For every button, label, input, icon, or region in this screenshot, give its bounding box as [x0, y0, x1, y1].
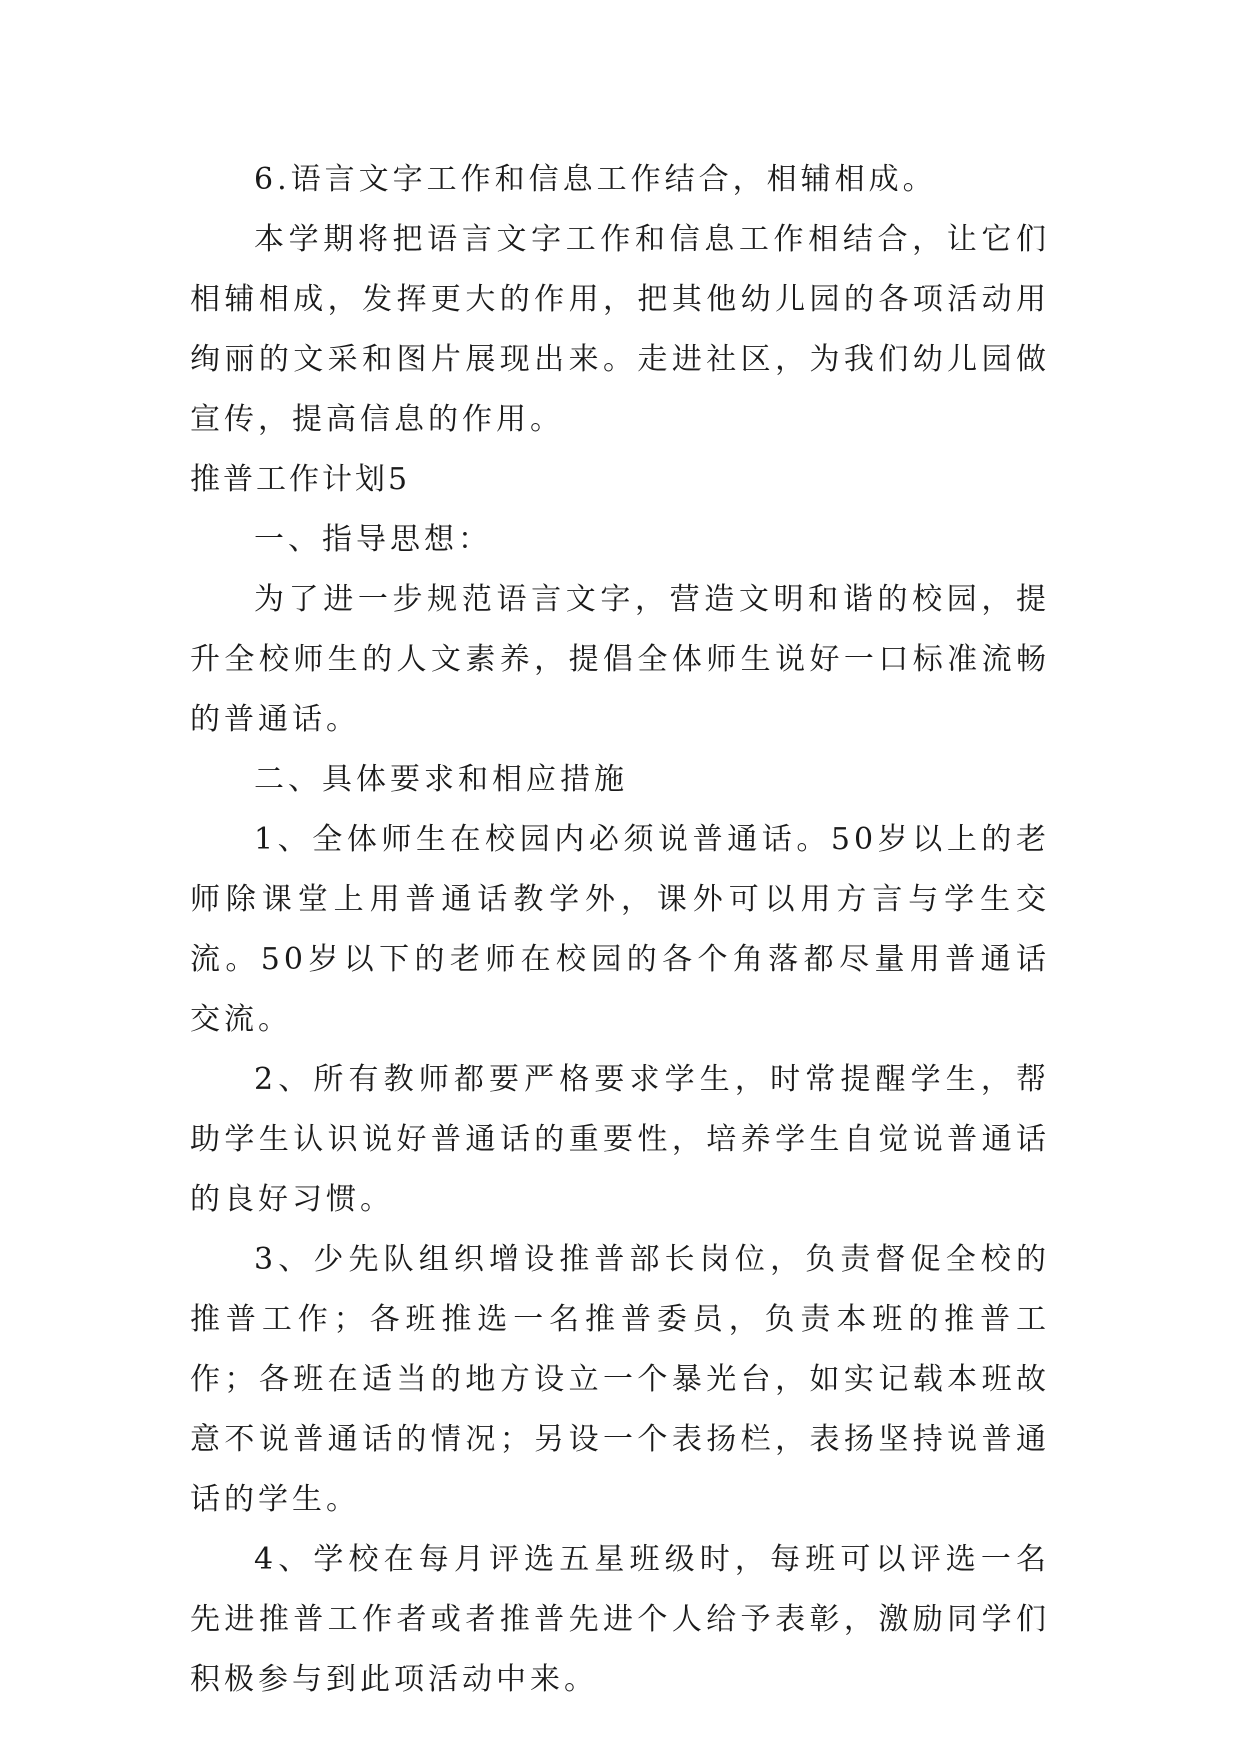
section-heading: 二、具体要求和相应措施	[254, 762, 628, 797]
paragraph: 本学期将把语言文字工作和信息工作相结合，让它们相辅相成，发挥更大的作用，把其他幼儿园的各项活动用绚丽的文采和图片展现出来。走进社区，为我们幼儿园做宣传，提高信息的作用。	[190, 222, 1050, 437]
paragraph: 4、学校在每月评选五星班级时，每班可以评选一名先进推普工作者或者推普先进个人给予表彰，激励同学们积极参与到此项活动中来。	[190, 1542, 1050, 1697]
plan-title: 推普工作计划5	[190, 462, 411, 497]
paragraph: 为了进一步规范语言文字，营造文明和谐的校园，提升全校师生的人文素养，提倡全体师生说好一口标准流畅的普通话。	[190, 582, 1050, 737]
paragraph: 1、全体师生在校园内必须说普通话。50岁以上的老师除课堂上用普通话教学外，课外可以用方言与学生交流。50岁以下的老师在校园的各个角落都尽量用普通话交流。	[190, 822, 1050, 1037]
document-body	[190, 150, 1050, 1710]
paragraph: 2、所有教师都要严格要求学生，时常提醒学生，帮助学生认识说好普通话的重要性，培养学生自觉说普通话的良好习惯。	[190, 1062, 1050, 1217]
paragraph: 3、少先队组织增设推普部长岗位，负责督促全校的推普工作；各班推选一名推普委员，负责本班的推普工作；各班在适当的地方设立一个暴光台，如实记载本班故意不说普通话的情况；另设一个表扬栏，表扬坚持说普通话的学生。	[190, 1242, 1050, 1517]
section-six-heading: 6.语言文字工作和信息工作结合，相辅相成。	[254, 162, 937, 197]
section-heading: 一、指导思想：	[254, 522, 492, 557]
